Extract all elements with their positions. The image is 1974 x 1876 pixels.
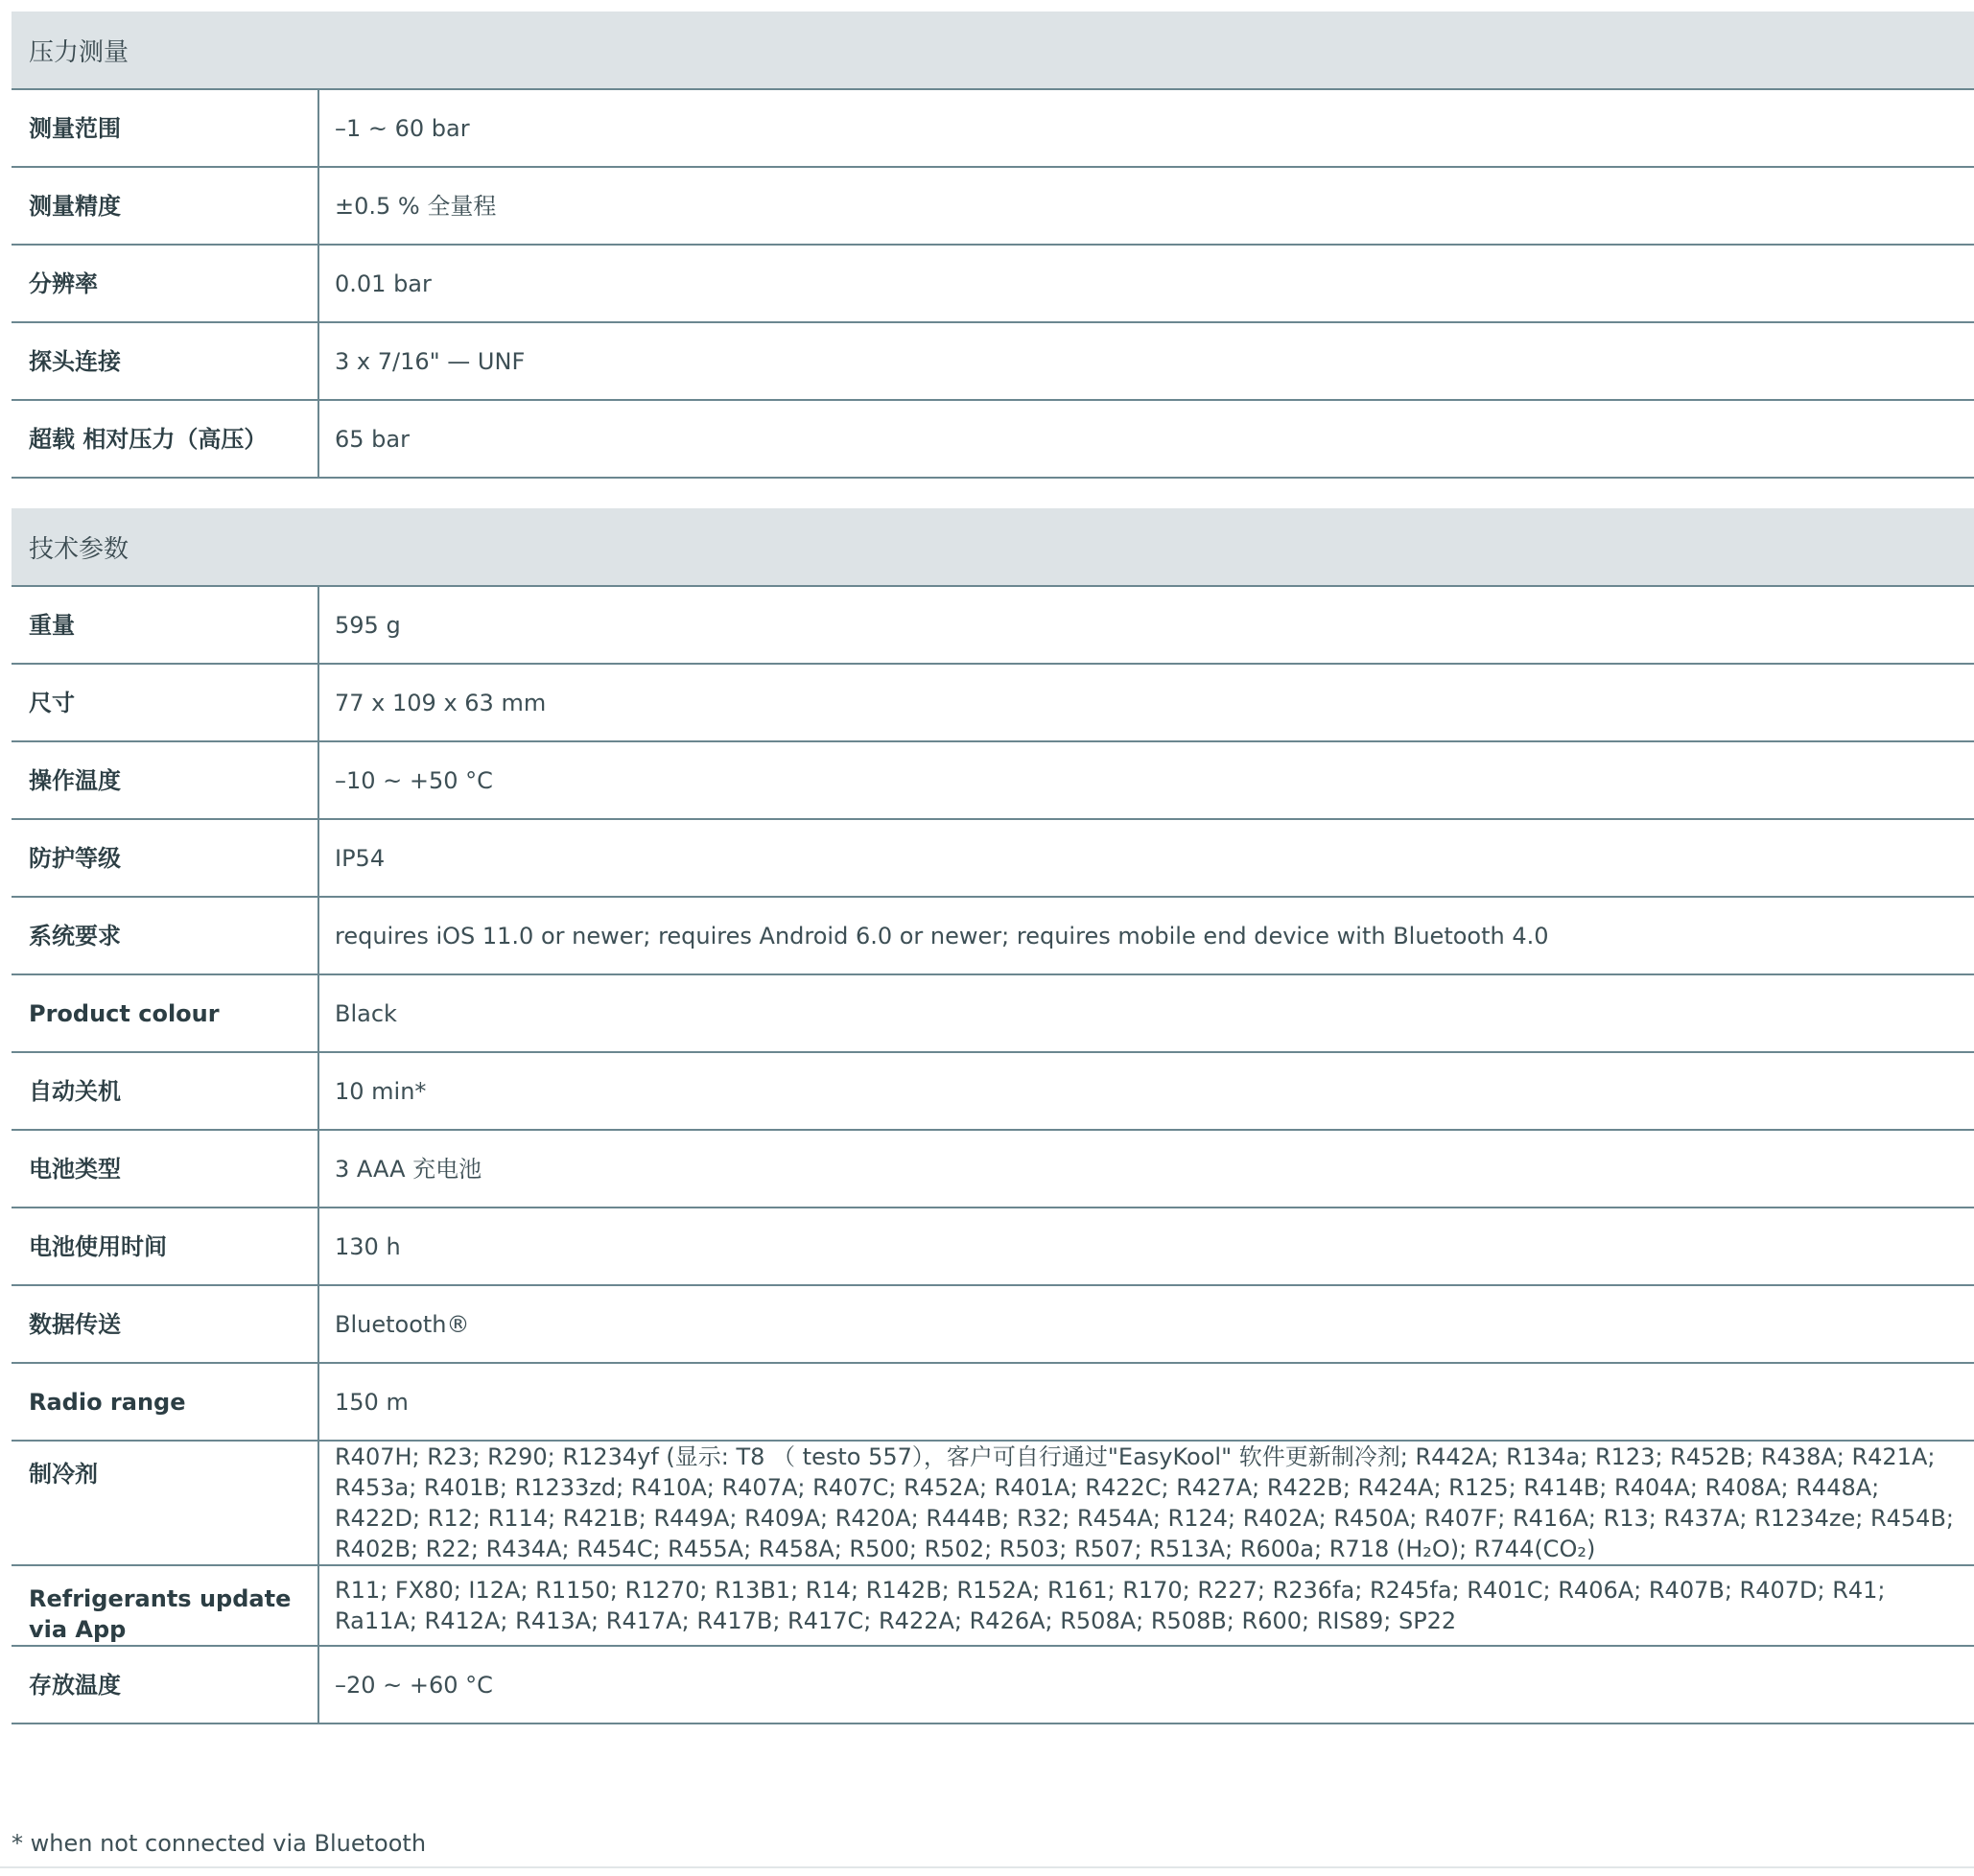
row-value: requires iOS 11.0 or newer; requires Android 6.0 or newer; requires mobile end device with Bluetooth 4.0 [318, 897, 1974, 974]
spec-table-technical [12, 587, 1974, 1724]
spec-table-pressure [12, 90, 1974, 479]
row-label: 系统要求 [12, 897, 318, 974]
row-label: 超载 相对压力（高压） [12, 400, 318, 478]
row-label: Radio range [12, 1363, 318, 1441]
row-value: –10 ~ +50 °C [318, 741, 1974, 819]
table-row [12, 664, 1974, 741]
table-row [12, 587, 1974, 664]
row-value: R11; FX80; I12A; R1150; R1270; R13B1; R14; R142B; R152A; R161; R170; R227; R236fa; R245fa; R401C; R406A; R407B; R407D; R41; Ra11A; R412A; R413A; R417A; R417B; R417C; R422A; R426A; R508A; R508B; R600; RIS89; SP22 [318, 1565, 1974, 1646]
row-value: 595 g [318, 587, 1974, 664]
section-spacer [12, 479, 1974, 508]
row-label: 重量 [12, 587, 318, 664]
row-value: –1 ~ 60 bar [318, 90, 1974, 167]
row-label: Refrigerants update via App [12, 1565, 318, 1646]
row-label: 电池使用时间 [12, 1208, 318, 1285]
table-row [12, 1565, 1974, 1646]
table-row [12, 1130, 1974, 1208]
row-label: 测量精度 [12, 167, 318, 245]
row-value: 0.01 bar [318, 245, 1974, 322]
section-header-technical [12, 508, 1974, 587]
table-row [12, 1441, 1974, 1565]
row-value: 65 bar [318, 400, 1974, 478]
row-value: –20 ~ +60 °C [318, 1646, 1974, 1724]
row-label: 制冷剂 [12, 1441, 318, 1565]
row-label: 操作温度 [12, 741, 318, 819]
table-row [12, 1285, 1974, 1363]
row-label: 探头连接 [12, 322, 318, 400]
row-label: 防护等级 [12, 819, 318, 897]
row-value: IP54 [318, 819, 1974, 897]
row-label: 电池类型 [12, 1130, 318, 1208]
section-title: 技术参数 [29, 534, 129, 564]
divider [0, 1866, 1974, 1868]
row-label: 分辨率 [12, 245, 318, 322]
table-row [12, 819, 1974, 897]
row-label: 测量范围 [12, 90, 318, 167]
table-row [12, 1363, 1974, 1441]
row-value: 10 min* [318, 1052, 1974, 1130]
row-label: 数据传送 [12, 1285, 318, 1363]
table-row [12, 90, 1974, 167]
table-row [12, 1646, 1974, 1724]
row-value: R407H; R23; R290; R1234yf (显示: T8 （ testo 557），客户可自行通过"EasyKool" 软件更新制冷剂; R442A; R134a; R123; R452B; R438A; R421A; R453a; R401B; R1233zd; R410A; R407A; R407C; R452A; R401A; R422C; R427A; R422B; R424A; R125; R414B; R404A; R408A; R448A; R422D; R12; R114; R421B; R449A; R409A; R420A; R444B; R32; R454A; R124; R402A; R450A; R407F; R416A; R13; R437A; R1234ze; R454B; R402B; R22; R434A; R454C; R455A; R458A; R500; R502; R503; R507; R513A; R600a; R718 (H₂O); R744(CO₂) [318, 1441, 1974, 1565]
row-value: 3 x 7/16" — UNF [318, 322, 1974, 400]
row-value: ±0.5 % 全量程 [318, 167, 1974, 245]
table-row [12, 897, 1974, 974]
row-value: 130 h [318, 1208, 1974, 1285]
row-label: 自动关机 [12, 1052, 318, 1130]
table-row [12, 974, 1974, 1052]
row-value: 150 m [318, 1363, 1974, 1441]
row-label: 存放温度 [12, 1646, 318, 1724]
table-row [12, 1208, 1974, 1285]
section-header-pressure [12, 12, 1974, 90]
table-row [12, 167, 1974, 245]
footnote: * when not connected via Bluetooth [12, 1830, 427, 1857]
row-value: Black [318, 974, 1974, 1052]
row-label: 尺寸 [12, 664, 318, 741]
table-row [12, 400, 1974, 478]
row-label: Product colour [12, 974, 318, 1052]
row-value: 77 x 109 x 63 mm [318, 664, 1974, 741]
table-row [12, 322, 1974, 400]
spec-sheet [12, 12, 1974, 1724]
table-row [12, 245, 1974, 322]
table-row [12, 741, 1974, 819]
table-row [12, 1052, 1974, 1130]
row-value: Bluetooth® [318, 1285, 1974, 1363]
section-title: 压力测量 [29, 37, 129, 67]
row-value: 3 AAA 充电池 [318, 1130, 1974, 1208]
